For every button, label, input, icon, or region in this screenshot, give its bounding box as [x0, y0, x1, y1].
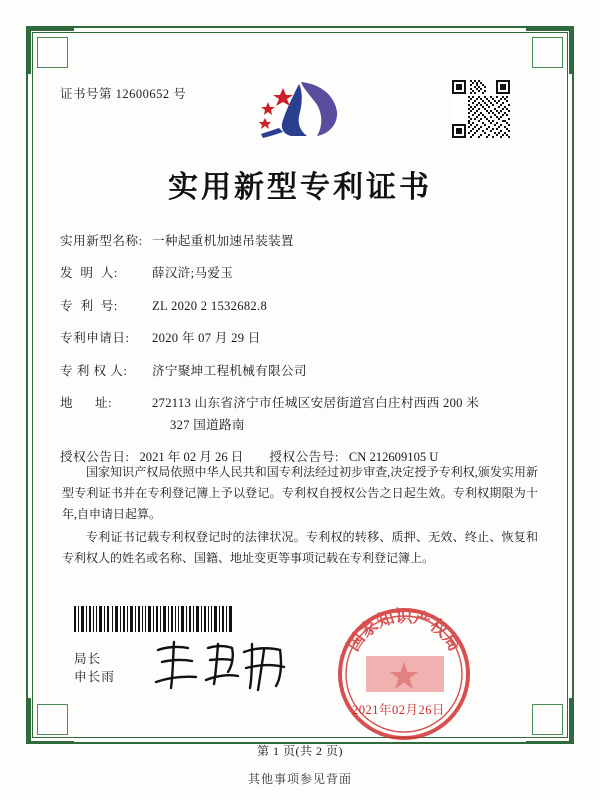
- field-value: 一种起重机加速吊装装置: [152, 234, 294, 248]
- field-value: 2020 年 07 月 29 日: [152, 331, 261, 346]
- frame-corner-top-left: [28, 28, 74, 74]
- legal-paragraphs: [62, 462, 538, 571]
- certificate-number: 证书号第 12600652 号: [60, 87, 187, 101]
- grant-number-value: CN 212609105 U: [348, 450, 439, 465]
- footer-note: 其他事项参见背面: [247, 772, 352, 786]
- field-row-utility-model-name: [60, 232, 540, 251]
- director-title-line-2: 申长雨: [74, 670, 115, 685]
- director-title-line-1: 局长: [74, 652, 102, 666]
- field-label: 实用新型名称:: [60, 234, 143, 248]
- official-seal-icon: [330, 600, 478, 748]
- field-label: 发 明 人:: [60, 266, 118, 281]
- field-row-patentee: [60, 362, 540, 381]
- handwritten-signature-icon: [148, 636, 298, 698]
- field-value: 济宁聚坤工程机械有限公司: [152, 363, 307, 378]
- fields-block: [60, 232, 540, 481]
- page-number: 第 1 页(共 2 页): [257, 744, 343, 758]
- svg-text:国家知识产权局: 国家知识产权局: [343, 607, 465, 655]
- field-value: 薛汉浒;马爱玉: [152, 266, 234, 281]
- frame-corner-bottom-right: [526, 698, 572, 744]
- field-label: 专 利 权 人:: [60, 363, 128, 378]
- grant-date-label: 授权公告日:: [60, 450, 130, 465]
- grant-date-value: 2021 年 02 月 26 日: [139, 450, 244, 465]
- frame-corner-top-right: [526, 28, 572, 74]
- field-row-inventor: [60, 264, 540, 283]
- grant-number-label: 授权公告号:: [269, 450, 339, 465]
- field-label: 专 利 号:: [60, 298, 118, 313]
- paragraph-1: 国家知识产权局依照中华人民共和国专利法经过初步审查,决定授予专利权,颁发实用新型专利证书并在专利登记簿上予以登记。专利权自授权公告之日起生效。专利权期限为十年,自申请日起算。: [62, 465, 538, 521]
- field-row-patent-number: [60, 297, 540, 316]
- field-value: ZL 2020 2 1532682.8: [152, 298, 268, 313]
- director-signature-labels: [74, 650, 115, 687]
- barcode-icon: [74, 606, 234, 632]
- field-value-address: [152, 394, 540, 435]
- address-line-2: 327 国道路南: [170, 417, 245, 432]
- address-line-1: 272113 山东省济宁市任城区安居街道宫白庄村西西 200 米: [152, 395, 480, 410]
- field-row-address: [60, 394, 540, 435]
- seal-date: 2021年02月26日: [352, 703, 446, 717]
- frame-corner-bottom-left: [28, 698, 74, 744]
- field-row-application-date: [60, 329, 540, 348]
- paragraph-2: 专利证书记载专利权登记时的法律状况。专利权的转移、质押、无效、终止、恢复和专利权人的姓名或名称、国籍、地址变更等事项记载在专利登记簿上。: [62, 530, 538, 565]
- field-label: 地 址:: [60, 395, 113, 410]
- cnipa-logo-icon: [243, 78, 355, 140]
- page-title: 实用新型专利证书: [168, 171, 432, 204]
- field-label: 专利申请日:: [60, 331, 130, 346]
- qr-code-icon: [452, 80, 510, 138]
